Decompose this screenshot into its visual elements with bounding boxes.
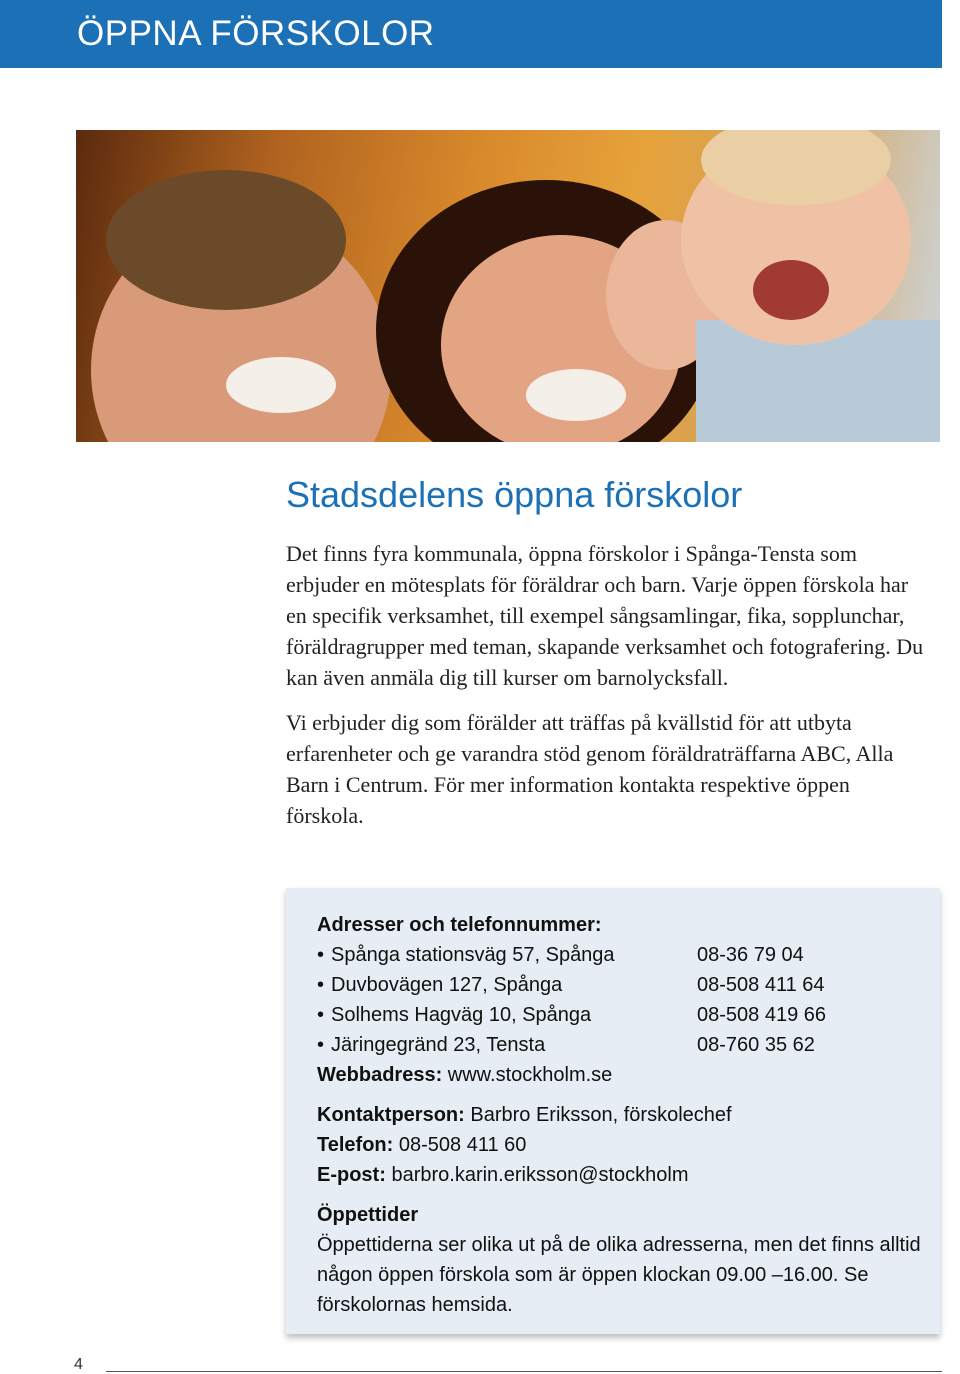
spacer	[317, 1090, 927, 1100]
address-phone: 08-760 35 62	[697, 1034, 815, 1056]
bullet: •	[317, 944, 325, 966]
contact-line	[317, 1100, 927, 1130]
address-row	[317, 1000, 927, 1030]
address-phone: 08-508 419 66	[697, 1004, 827, 1026]
email-link[interactable]: barbro.karin.eriksson@stockholm	[391, 1164, 689, 1186]
hours-heading: Öppettider	[317, 1204, 419, 1226]
address-text: Järingegränd 23, Tensta	[331, 1034, 546, 1056]
phone-value: 08-508 411 60	[398, 1134, 527, 1156]
email-label: E-post:	[317, 1164, 386, 1186]
intro-paragraph: Det finns fyra kommunala, öppna förskolor i Spånga-Tensta som erbjuder en mötesplats för föräldrar och barn. Varje öppen förskola har en specifik verksamhet, till exempel sångsamlingar, fika, sopplunchar, föräldragrupper med teman, skapande verksamhet och fotografering. Du kan även anmäla dig till kurser om barnolycksfall.	[286, 541, 924, 690]
address-row	[317, 940, 927, 970]
address-row	[317, 970, 927, 1000]
phone-line	[317, 1130, 927, 1160]
page-number: 4	[74, 1356, 83, 1373]
address-row	[317, 1030, 927, 1060]
addresses-heading: Adresser och telefonnummer:	[317, 914, 602, 936]
footer-rule	[106, 1371, 942, 1372]
address-text: Duvbovägen 127, Spånga	[331, 974, 563, 996]
contact-value: Barbro Eriksson, förskolechef	[470, 1104, 732, 1126]
main-content	[286, 474, 926, 845]
page-header-title: ÖPPNA FÖRSKOLOR	[77, 14, 435, 53]
web-line	[317, 1060, 927, 1090]
phone-label: Telefon:	[317, 1134, 394, 1156]
bullet: •	[317, 1004, 325, 1026]
address-phone: 08-508 411 64	[697, 974, 825, 996]
info-box-content	[317, 910, 927, 1320]
web-label: Webbadress:	[317, 1064, 443, 1086]
hours-text: Öppettiderna ser olika ut på de olika adresserna, men det finns alltid någon öppen förskola som är öppen klockan 09.00 –16.00. Se förskolornas hemsida.	[317, 1234, 921, 1316]
photo-family-icon	[76, 130, 940, 442]
spacer	[317, 1190, 927, 1200]
info-box	[286, 888, 940, 1334]
address-text: Solhems Hagväg 10, Spånga	[331, 1004, 592, 1026]
bullet: •	[317, 1034, 325, 1056]
section-title: Stadsdelens öppna förskolor	[286, 474, 743, 515]
header-bar	[0, 0, 942, 68]
email-line	[317, 1160, 927, 1190]
evening-paragraph: Vi erbjuder dig som förälder att träffas på kvällstid för att utbyta erfarenheter och ge varandra stöd genom föräldraträffarna ABC, Alla Barn i Centrum. För mer information kontakta respektive öppen förskola.	[286, 710, 894, 828]
web-link[interactable]: www.stockholm.se	[447, 1064, 613, 1086]
contact-label: Kontaktperson:	[317, 1104, 465, 1126]
family-photo	[76, 130, 940, 442]
bullet: •	[317, 974, 325, 996]
address-text: Spånga stationsväg 57, Spånga	[331, 944, 615, 966]
address-phone: 08-36 79 04	[697, 944, 804, 966]
